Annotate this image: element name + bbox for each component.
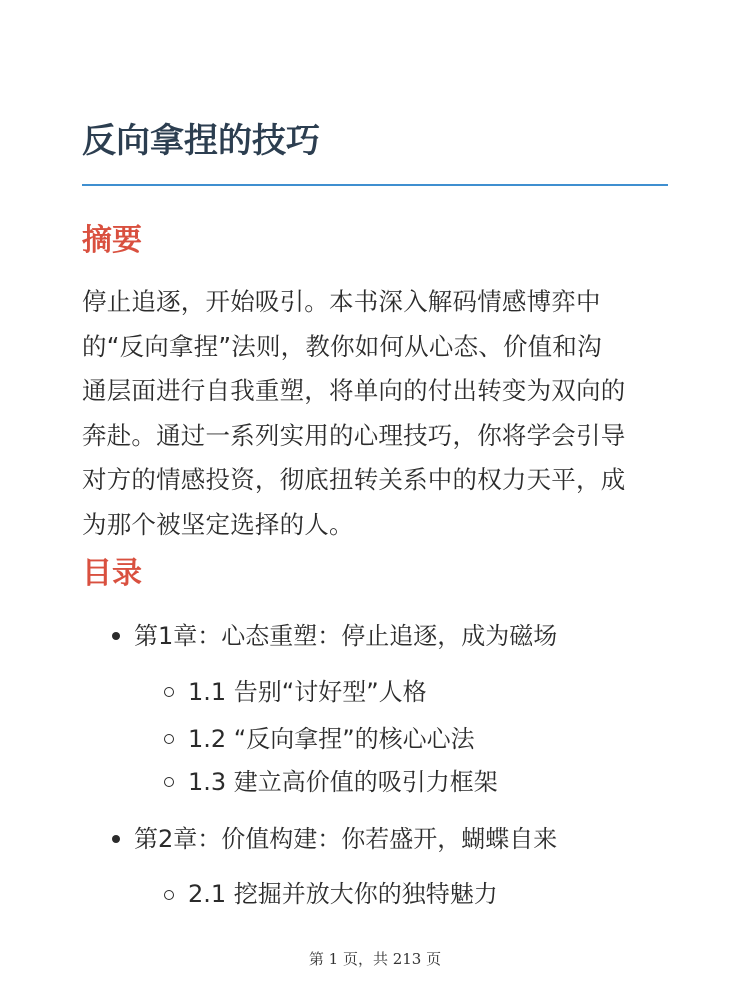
toc-section-1-1[interactable]: 1.1 告别“讨好型”人格 [188,678,427,706]
abstract-line: 对方的情感投资，彻底扭转关系中的权力天平，成 [82,465,626,494]
abstract-line: 为那个被坚定选择的人。 [82,509,354,539]
summary-heading: 摘要 [82,223,142,258]
toc-section-2-1[interactable]: 2.1 挖掘并放大你的独特魅力 [188,880,498,908]
toc-chapter-1[interactable]: 第1章：心态重塑：停止追逐，成为磁场 [134,622,558,650]
abstract-line: 的“反向拿捏”法则，教你如何从心态、价值和沟 [82,331,602,361]
toc-section-1-3[interactable]: 1.3 建立高价值的吸引力框架 [188,768,498,796]
toc-heading: 目录 [82,556,142,591]
toc-sub-bullet [164,890,174,900]
title-divider [82,184,668,186]
abstract-paragraph [82,280,672,547]
toc-chapter-2[interactable]: 第2章：价值构建：你若盛开，蝴蝶自来 [134,825,558,853]
toc-sub-bullet [164,777,174,787]
toc-bullet [112,835,120,843]
document-title: 反向拿捏的技巧 [82,121,320,161]
toc-section-1-2[interactable]: 1.2 “反向拿捏”的核心心法 [188,725,475,753]
toc-sub-bullet [164,687,174,697]
toc-bullet [112,632,120,640]
abstract-line: 停止追逐，开始吸引。本书深入解码情感博弈中 [82,287,601,316]
toc-sub-bullet [164,734,174,744]
abstract-line: 通层面进行自我重塑，将单向的付出转变为双向的 [82,376,626,405]
abstract-line: 奔赴。通过一系列实用的心理技巧，你将学会引导 [82,420,626,450]
page-number-footer: 第 1 页，共 213 页 [308,950,442,968]
